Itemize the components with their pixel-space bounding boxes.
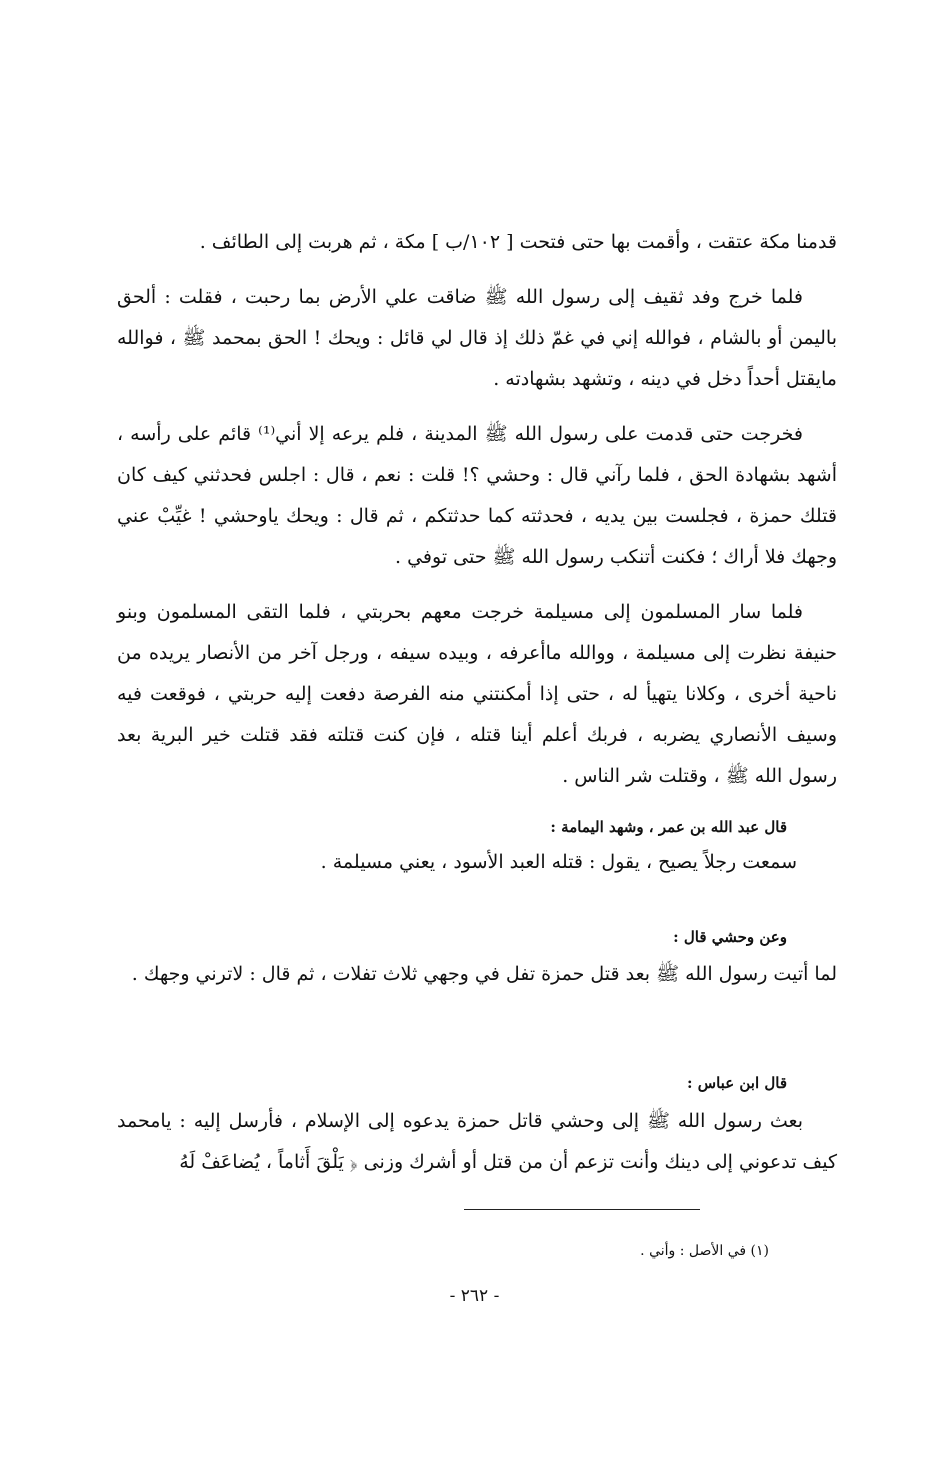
paragraph-1: قدمنا مكة عتقت ، وأقمت بها حتى فتحت [ ١٠٢/ب ] مكة ، ثم هربت إلى الطائف . [199, 231, 837, 253]
paragraph-3: فخرجت حتى قدمت على رسول الله ﷺ المدينة ، فلم يرعه إلا أني⁽¹⁾ قائم على رأسه ، أشهد بشهادة الحق ، فلما رآني قال : وحشي ؟! قلت : نعم ، قال : اجلس فحدثني كيف كان قتلك حمزة ، فجلست بين يديه ، فحدثته كما حدثتكم ، ثم قال : ويحك ياوحشي ! غيِّبْ عني وجهك فلا أراك ؛ فكنت أتنكب رسول الله ﷺ حتى توفي . [117, 423, 837, 568]
section-heading-wahshi: وعن وحشي قال : [673, 928, 787, 946]
section-text-ibn-umar: سمعت رجلاً يصيح ، يقول : قتله العبد الأسود ، يعني مسيلمة . [320, 851, 797, 873]
section-heading-ibn-umar: قال عبد الله بن عمر ، وشهد اليمامة : [550, 818, 787, 836]
section-text-wahshi: لما أتيت رسول الله ﷺ بعد قتل حمزة تفل في وجهي ثلاث تفلات ، ثم قال : لاترني وجهك . [131, 963, 837, 985]
section-heading-ibn-abbas: قال ابن عباس : [687, 1074, 787, 1092]
section-text-ibn-abbas: بعث رسول الله ﷺ إلى وحشي قاتل حمزة يدعوه إلى الإسلام ، فأرسل إليه : يامحمد كيف تدعوني إلى دينك وأنت تزعم أن من قتل أو أشرك وزنى ﴿ يَلْقَ أَثاماً ، يُضاعَفْ لَهُ [117, 1110, 837, 1173]
body-text [117, 222, 837, 797]
footnote-divider [464, 1209, 700, 1210]
page-number: - ٢٦٢ - [449, 1286, 500, 1306]
paragraph-2: فلما خرج وفد ثقيف إلى رسول الله ﷺ ضاقت علي الأرض بما رحبت ، فقلت : ألحق باليمن أو بالشام ، فوالله إني في غمّ ذلك إذ قال لي قائل : ويحك ! الحق بمحمد ﷺ ، فوالله مايقتل أحداً دخل في دينه ، وتشهد بشهادته . [117, 286, 837, 390]
paragraph-4: فلما سار المسلمون إلى مسيلمة خرجت معهم بحربتي ، فلما التقى المسلمون وبنو حنيفة نظرت إلى مسيلمة ، ووالله ماأعرفه ، وبيده سيفه ، ورجل آخر من الأنصار يريده من ناحية أخرى ، وكلانا يتهيأ له ، حتى إذا أمكنتني منه الفرصة دفعت إليه حربتي ، فوقعت فيه وسيف الأنصاري يضربه ، فربك أعلم أينا قتله ، فإن كنت قتلته فقد قتلت خير البرية بعد رسول الله ﷺ ، وقتلت شر الناس . [117, 601, 837, 787]
footnote: (١) في الأصل : وأني . [640, 1243, 769, 1259]
